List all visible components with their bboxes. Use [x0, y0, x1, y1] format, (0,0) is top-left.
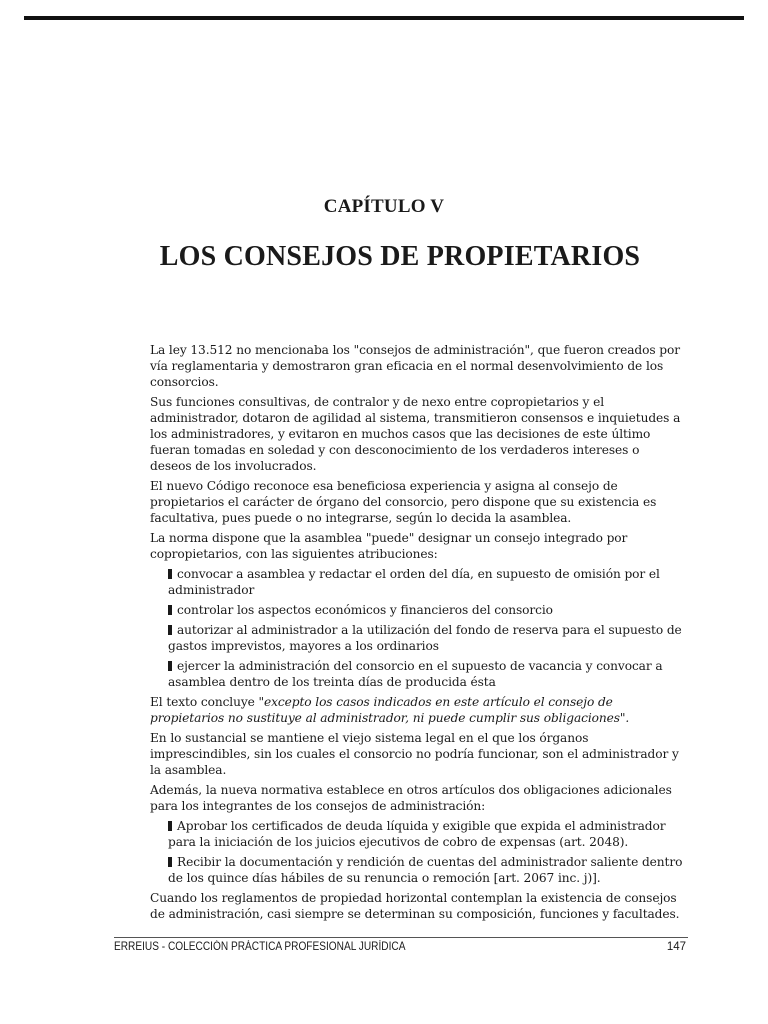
paragraph: La norma dispone que la asamblea "puede" designar un consejo integrado por copropietarios, con las siguientes atribuciones:	[150, 531, 628, 561]
chapter-title: LOS CONSEJOS DE PROPIETARIOS	[159, 241, 641, 272]
top-rule	[24, 16, 744, 20]
paragraph-quote: "excepto los casos indicados en este artículo el consejo de propietarios no sustituye al administrador, ni puede cumplir sus obligaciones".	[150, 695, 630, 725]
paragraph: La ley 13.512 no mencionaba los "consejos de administración", que fueron creados por vía reglamentaria y demostraron gran eficacia en el normal desenvolvimiento de los consorcios.	[150, 343, 680, 389]
footer-rule	[114, 937, 688, 938]
paragraph: Sus funciones consultivas, de contralor y de nexo entre copropietarios y el administrador, dotaron de agilidad al sistema, transmitieron consensos e inquietudes a los administradores, y evitaron en muchos casos que las decisiones de este último fueran tomadas en soledad y con desconocimiento de los verdaderos intereses o deseos de los involucrados.	[150, 395, 681, 473]
bullet-text: Aprobar los certificados de deuda líquida y exigible que expida el administrador para la iniciación de los juicios ejecutivos de cobro de expensas (art. 2048).	[168, 819, 666, 849]
body-text	[150, 342, 684, 926]
bullet-text: controlar los aspectos económicos y financieros del consorcio	[177, 603, 553, 617]
bullet-icon	[168, 569, 172, 579]
footer-collection: ERREIUS - COLECCIÓN PRÁCTICA PROFESIONAL JURÍDICA	[114, 941, 406, 953]
paragraph	[150, 694, 684, 726]
bullet-icon	[168, 605, 172, 615]
paragraph-lead: El texto concluye	[150, 695, 259, 709]
bullet-icon	[168, 661, 172, 671]
bullet-item	[168, 622, 684, 654]
bullet-text: autorizar al administrador a la utilización del fondo de reserva para el supuesto de gastos imprevistos, mayores a los ordinarios	[168, 623, 682, 653]
paragraph: En lo sustancial se mantiene el viejo sistema legal en el que los órganos imprescindibles, sin los cuales el consorcio no podría funcionar, son el administrador y la asamblea.	[150, 731, 679, 777]
paragraph: Cuando los reglamentos de propiedad horizontal contemplan la existencia de consejos de administración, casi siempre se determinan su composición, funciones y facultades.	[150, 891, 680, 921]
paragraph: Además, la nueva normativa establece en otros artículos dos obligaciones adicionales para los integrantes de los consejos de administración:	[150, 783, 672, 813]
bullet-item	[168, 854, 684, 886]
bullet-text: convocar a asamblea y redactar el orden del día, en supuesto de omisión por el administrador	[168, 567, 660, 597]
bullet-item	[168, 602, 684, 618]
bullet-item	[168, 658, 684, 690]
bullet-icon	[168, 821, 172, 831]
bullet-item	[168, 566, 684, 598]
bullet-text: ejercer la administración del consorcio en el supuesto de vacancia y convocar a asamblea dentro de los treinta días de producida ésta	[168, 659, 663, 689]
paragraph: El nuevo Código reconoce esa beneficiosa experiencia y asigna al consejo de propietarios el carácter de órgano del consorcio, pero dispone que su existencia es facultativa, pues puede o no integrarse, según lo decida la asamblea.	[150, 479, 657, 525]
page-number: 147	[666, 941, 686, 953]
bullet-icon	[168, 857, 172, 867]
bullet-icon	[168, 625, 172, 635]
chapter-label: CAPÍTULO V	[323, 196, 445, 217]
bullet-text: Recibir la documentación y rendición de cuentas del administrador saliente dentro de los quince días hábiles de su renuncia o remoción [art. 2067 inc. j)].	[168, 855, 683, 885]
bullet-item	[168, 818, 684, 850]
